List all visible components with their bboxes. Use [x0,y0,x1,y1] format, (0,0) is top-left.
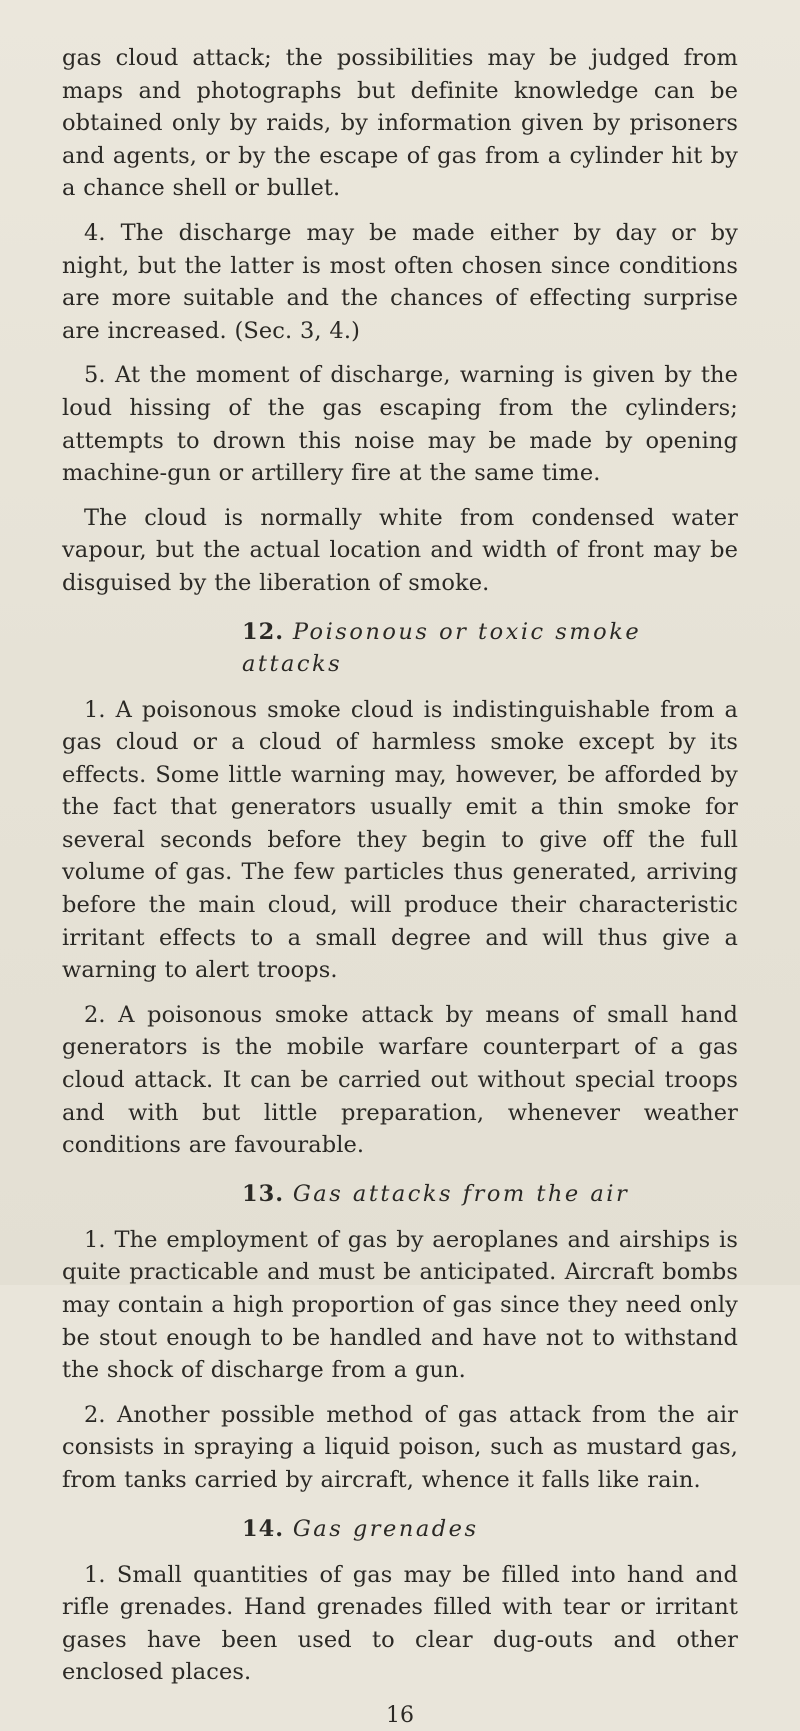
section-heading-13 [62,1178,738,1210]
paragraph-5: 5. At the moment of discharge, warning is given by the loud hissing of the gas escaping from the cylinders; attempts to drown this noise may be made by opening machine-gun or artillery fire at the same time. [62,362,738,487]
section-number: 12. [242,618,285,645]
section-14-paragraph-1: 1. Small quantities of gas may be filled into hand and rifle grenades. Hand grenades filled with tear or irritant gases have been used to clear dug-outs and other enclosed places. [62,1561,738,1686]
section-heading-12 [62,616,738,680]
page-number: 16 [386,1702,414,1728]
continued-paragraph: gas cloud attack; the possibilities may be judged from maps and photographs but definite knowledge can be obtained only by raids, by information given by prisoners and agents, or by the escape of gas from a cylinder hit by a chance shell or bullet. [62,45,738,202]
section-title: Gas grenades [292,1515,479,1542]
section-13-paragraph-1: 1. The employment of gas by aeroplanes and airships is quite practicable and must be anticipated. Aircraft bombs may contain a high proportion of gas since they need only be stout enough to be handled and have not to withstand the shock of discharge from a gun. [62,1226,738,1384]
section-12-paragraph-1: 1. A poisonous smoke cloud is indistinguishable from a gas cloud or a cloud of harmless smoke except by its effects. Some little warning may, however, be afforded by the fact that generators usually emit a thin smoke for several seconds before they begin to give off the full volume of gas. The few particles thus generated, arriving before the main cloud, will produce their characteristic irritant effects to a small degree and will thus give a warning to alert troops. [62,696,738,984]
section-heading-14 [62,1513,738,1545]
section-number: 13. [242,1180,285,1207]
section-12-paragraph-2: 2. A poisonous smoke attack by means of small hand generators is the mobile warfare counterpart of a gas cloud attack. It can be carried out without special troops and with but little preparation, whenever weather conditions are favourable. [62,1001,738,1159]
section-number: 14. [242,1515,285,1542]
section-title: Gas attacks from the air [292,1180,630,1207]
paragraph-cloud-note: The cloud is normally white from condensed water vapour, but the actual location and width of front may be disguised by the liberation of smoke. [62,504,738,596]
section-title: Poisonous or toxic smoke attacks [242,618,642,677]
paragraph-4: 4. The discharge may be made either by day or by night, but the latter is most often chosen since conditions are more suitable and the chances of effecting surprise are increased. (Sec. 3, 4.) [62,219,738,344]
section-13-paragraph-2: 2. Another possible method of gas attack from the air consists in spraying a liquid poison, such as mustard gas, from tanks carried by aircraft, whence it falls like rain. [62,1401,738,1493]
